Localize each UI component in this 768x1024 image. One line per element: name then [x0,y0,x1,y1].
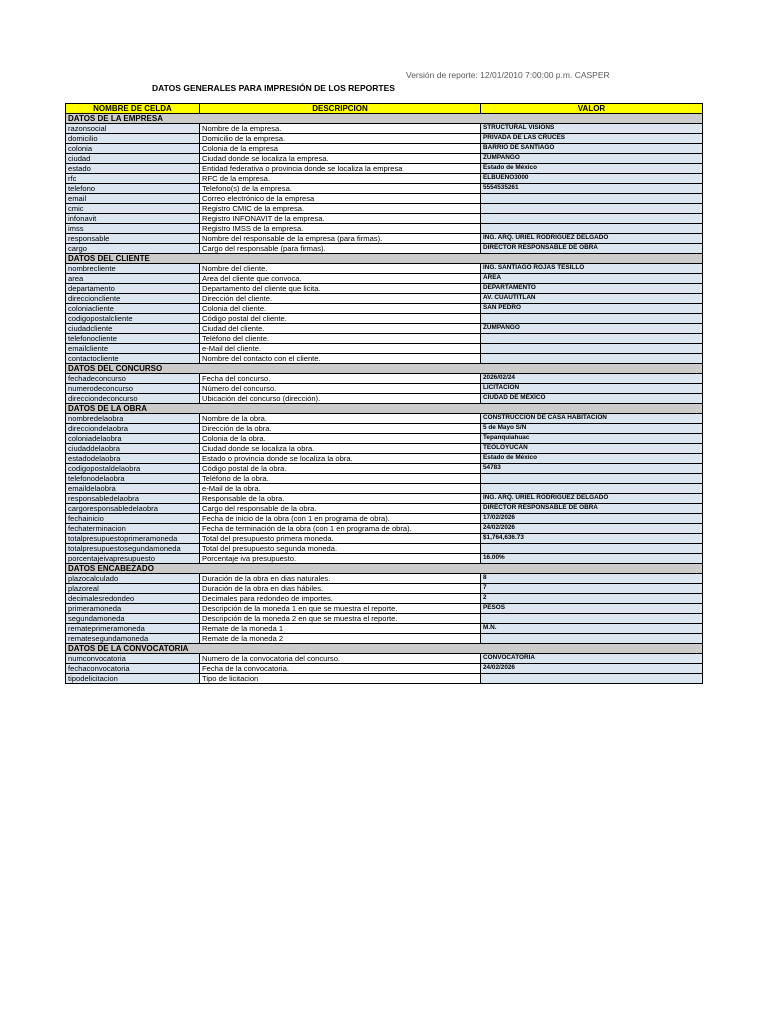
table-row [66,524,703,534]
table-row [66,294,703,304]
cell-name: decimalesredondeo [66,594,200,604]
table-row [66,554,703,564]
cell-value: $1,764,636.73 [481,534,703,544]
table-row [66,634,703,644]
cell-value: Estado de México [481,164,703,174]
table-row [66,314,703,324]
table-row [66,584,703,594]
cell-name: cmic [66,204,200,214]
cell-name: totalpresupuestoprimeramoneda [66,534,200,544]
table-row [66,654,703,664]
table-row [66,454,703,464]
cell-name: plazocalculado [66,574,200,584]
table-row [66,624,703,634]
section-title: DATOS DE LA CONVOCATORIA [66,644,703,654]
cell-name: nombrecliente [66,264,200,274]
cell-value: DIRECTOR RESPONSABLE DE OBRA [481,244,703,254]
table-row [66,424,703,434]
cell-description: Entidad federativa o provincia donde se localiza la empresa [200,164,481,174]
cell-value [481,474,703,484]
cell-value: 17/02/2026 [481,514,703,524]
table-row [66,204,703,214]
cell-description: Nombre de la obra. [200,414,481,424]
cell-name: contactocliente [66,354,200,364]
table-row [66,434,703,444]
cell-description: Telefono(s) de la empresa. [200,184,481,194]
cell-value: 54783 [481,464,703,474]
report-version: Versión de reporte: 12/01/2010 7:00:00 p.m. CASPER [406,70,610,80]
cell-description: Remate de la moneda 2 [200,634,481,644]
cell-value: TEOLOYUCAN [481,444,703,454]
cell-description: Ciudad donde se localiza la obra. [200,444,481,454]
cell-name: fechainicio [66,514,200,524]
cell-name: estadodelaobra [66,454,200,464]
cell-description: Duración de la obra en dias hábiles. [200,584,481,594]
cell-description: Fecha de la convocatoria. [200,664,481,674]
cell-name: rematesegundamoneda [66,634,200,644]
column-header-name: NOMBRE DE CELDA [66,104,200,114]
cell-value: STRUCTURAL VISIONS [481,124,703,134]
table-row [66,134,703,144]
table-row [66,154,703,164]
cell-description: Cargo del responsable de la obra. [200,504,481,514]
cell-value [481,634,703,644]
table-row [66,164,703,174]
cell-description: Total del presupuesto primera moneda. [200,534,481,544]
cell-name: totalpresupuestosegundamoneda [66,544,200,554]
data-table-body [66,104,703,684]
cell-description: Correo electrónico de la empresa [200,194,481,204]
table-row [66,504,703,514]
cell-value: ING. ARQ. URIEL RODRIGUEZ DELGADO [481,234,703,244]
cell-name: remateprimeramoneda [66,624,200,634]
cell-value: ZUMPANGO [481,324,703,334]
cell-value: 5 de Mayo S/N [481,424,703,434]
cell-value: 5554535261 [481,184,703,194]
cell-name: telefono [66,184,200,194]
cell-value: DIRECTOR RESPONSABLE DE OBRA [481,504,703,514]
section-title: DATOS DE LA OBRA [66,404,703,414]
table-row [66,484,703,494]
cell-value: CIUDAD DE MÉXICO [481,394,703,404]
cell-description: Fecha de inicio de la obra (con 1 en programa de obra). [200,514,481,524]
cell-description: Cargo del responsable (para firmas). [200,244,481,254]
cell-description: Dirección de la obra. [200,424,481,434]
table-row [66,464,703,474]
table-row [66,594,703,604]
cell-description: Duración de la obra en dias naturales. [200,574,481,584]
cell-value: 24/02/2026 [481,664,703,674]
cell-value [481,334,703,344]
cell-description: Responsable de la obra. [200,494,481,504]
cell-description: Colonia de la obra. [200,434,481,444]
cell-description: Total del presupuesto segunda moneda. [200,544,481,554]
table-row [66,514,703,524]
cell-value [481,544,703,554]
cell-name: ciudaddelaobra [66,444,200,454]
cell-description: Descripción de la moneda 1 en que se muestra el reporte. [200,604,481,614]
table-row [66,244,703,254]
cell-value: ELBUENO3000 [481,174,703,184]
cell-value [481,344,703,354]
cell-description: Fecha del concurso. [200,374,481,384]
cell-value: 7 [481,584,703,594]
cell-value: 2026/02/24 [481,374,703,384]
cell-name: plazoreal [66,584,200,594]
cell-description: Domicilio de la empresa. [200,134,481,144]
cell-value: SAN PEDRO [481,304,703,314]
cell-name: fechaterminacion [66,524,200,534]
table-row [66,324,703,334]
cell-description: Registro INFONAVIT de la empresa. [200,214,481,224]
cell-name: cargoresponsabledelaobra [66,504,200,514]
cell-value: PRIVADA DE LAS CRUCES [481,134,703,144]
cell-description: Colonia del cliente. [200,304,481,314]
table-row [66,224,703,234]
cell-name: numerodeconcurso [66,384,200,394]
cell-name: estado [66,164,200,174]
table-row [66,354,703,364]
page-title: DATOS GENERALES PARA IMPRESIÓN DE LOS REPORTES [152,83,395,93]
cell-value: M.N. [481,624,703,634]
table-row [66,264,703,274]
cell-value [481,214,703,224]
cell-description: Nombre del contacto con el cliente. [200,354,481,364]
cell-description: Ciudad donde se localiza la empresa. [200,154,481,164]
cell-description: Código postal de la obra. [200,464,481,474]
table-row [66,444,703,454]
cell-name: telefonodelaobra [66,474,200,484]
cell-description: Teléfono de la obra. [200,474,481,484]
cell-name: porcentajeivapresupuesto [66,554,200,564]
cell-name: cargo [66,244,200,254]
data-table [65,103,703,684]
cell-name: emailcliente [66,344,200,354]
cell-value: 8 [481,574,703,584]
cell-name: area [66,274,200,284]
cell-name: departamento [66,284,200,294]
section-title: DATOS DEL CONCURSO [66,364,703,374]
cell-description: Número del concurso. [200,384,481,394]
cell-name: razonsocial [66,124,200,134]
table-row [66,394,703,404]
cell-name: coloniacliente [66,304,200,314]
cell-description: Porcentaje iva presupuesto. [200,554,481,564]
cell-name: fechadeconcurso [66,374,200,384]
cell-value [481,354,703,364]
cell-name: ciudad [66,154,200,164]
cell-value [481,314,703,324]
section-header-row [66,364,703,374]
cell-description: Fecha de terminación de la obra (con 1 en programa de obra). [200,524,481,534]
cell-value [481,224,703,234]
column-header-value: VALOR [481,104,703,114]
table-row [66,234,703,244]
cell-description: Departamento del cliente que licita. [200,284,481,294]
table-row [66,384,703,394]
cell-description: Nombre del responsable de la empresa (para firmas). [200,234,481,244]
cell-value: DEPARTAMENTO [481,284,703,294]
cell-name: tipodelicitacion [66,674,200,684]
cell-value: BARRIO DE SANTIAGO [481,144,703,154]
cell-description: Remate de la moneda 1 [200,624,481,634]
table-row [66,184,703,194]
cell-value: ZUMPANGO [481,154,703,164]
cell-name: codigopostalcliente [66,314,200,324]
table-row [66,664,703,674]
cell-description: Decimales para redondeo de importes. [200,594,481,604]
cell-value: Tepanquiahuac [481,434,703,444]
table-row [66,304,703,314]
cell-value: 2 [481,594,703,604]
table-row [66,574,703,584]
section-title: DATOS ENCABEZADO [66,564,703,574]
cell-name: primeramoneda [66,604,200,614]
table-row [66,494,703,504]
section-title: DATOS DEL CLIENTE [66,254,703,264]
section-header-row [66,114,703,124]
column-header-description: DESCRIPCION [200,104,481,114]
table-row [66,174,703,184]
table-row [66,124,703,134]
table-header-row [66,104,703,114]
cell-name: responsable [66,234,200,244]
table-row [66,344,703,354]
table-row [66,214,703,224]
cell-name: codigopostaldelaobra [66,464,200,474]
table-row [66,614,703,624]
cell-name: infonavit [66,214,200,224]
cell-value [481,614,703,624]
table-row [66,274,703,284]
table-row [66,144,703,154]
cell-value: 24/02/2026 [481,524,703,534]
cell-value: 16.00% [481,554,703,564]
table-row [66,534,703,544]
cell-name: imss [66,224,200,234]
cell-name: nombredelaobra [66,414,200,424]
cell-description: Colonia de la empresa [200,144,481,154]
section-header-row [66,644,703,654]
table-row [66,414,703,424]
cell-value [481,674,703,684]
cell-description: Descripción de la moneda 2 en que se muestra el reporte. [200,614,481,624]
cell-name: segundamoneda [66,614,200,624]
table-row [66,544,703,554]
cell-description: e-Mail del cliente. [200,344,481,354]
cell-value: CONSTRUCCION DE CASA HABITACION [481,414,703,424]
section-header-row [66,404,703,414]
cell-value [481,484,703,494]
cell-name: emaildelaobra [66,484,200,494]
cell-description: Nombre del cliente. [200,264,481,274]
cell-name: email [66,194,200,204]
cell-value: ING. ARQ. URIEL RODRIGUEZ DELGADO [481,494,703,504]
cell-name: domicilio [66,134,200,144]
cell-description: Teléfono del cliente. [200,334,481,344]
cell-name: fechaconvocatoria [66,664,200,674]
cell-name: direcciondeconcurso [66,394,200,404]
table-row [66,604,703,614]
table-row [66,284,703,294]
cell-description: Dirección del cliente. [200,294,481,304]
cell-name: rfc [66,174,200,184]
table-row [66,474,703,484]
cell-description: Numero de la convocatoria del concurso. [200,654,481,664]
cell-description: Registro CMIC de la empresa. [200,204,481,214]
cell-description: Código postal del cliente. [200,314,481,324]
cell-value: Estado de México [481,454,703,464]
cell-description: Tipo de licitacion [200,674,481,684]
table-row [66,194,703,204]
cell-name: ciudadcliente [66,324,200,334]
cell-value: AV. CUAUTITLAN [481,294,703,304]
table-row [66,674,703,684]
section-header-row [66,564,703,574]
cell-value: ING. SANTIAGO ROJAS TESILLO [481,264,703,274]
cell-description: Nombre de la empresa. [200,124,481,134]
table-row [66,334,703,344]
cell-name: responsabledelaobra [66,494,200,504]
cell-description: e-Mail de la obra. [200,484,481,494]
cell-description: RFC de la empresa. [200,174,481,184]
cell-value [481,204,703,214]
cell-name: coloniadelaobra [66,434,200,444]
cell-value: PESOS [481,604,703,614]
cell-description: Ubicación del concurso (dirección). [200,394,481,404]
cell-value: AREA [481,274,703,284]
cell-value [481,194,703,204]
section-title: DATOS DE LA EMPRESA [66,114,703,124]
cell-name: numconvocatoria [66,654,200,664]
cell-value: CONVOCATORIA [481,654,703,664]
section-header-row [66,254,703,264]
cell-name: telefonocliente [66,334,200,344]
cell-description: Registro IMSS de la empresa. [200,224,481,234]
cell-name: colonia [66,144,200,154]
cell-name: direccioncliente [66,294,200,304]
cell-description: Area del cliente que convoca. [200,274,481,284]
cell-value: LICITACIÓN [481,384,703,394]
table-row [66,374,703,384]
cell-description: Estado o provincia donde se localiza la obra. [200,454,481,464]
cell-description: Ciudad del cliente. [200,324,481,334]
cell-name: direcciondelaobra [66,424,200,434]
